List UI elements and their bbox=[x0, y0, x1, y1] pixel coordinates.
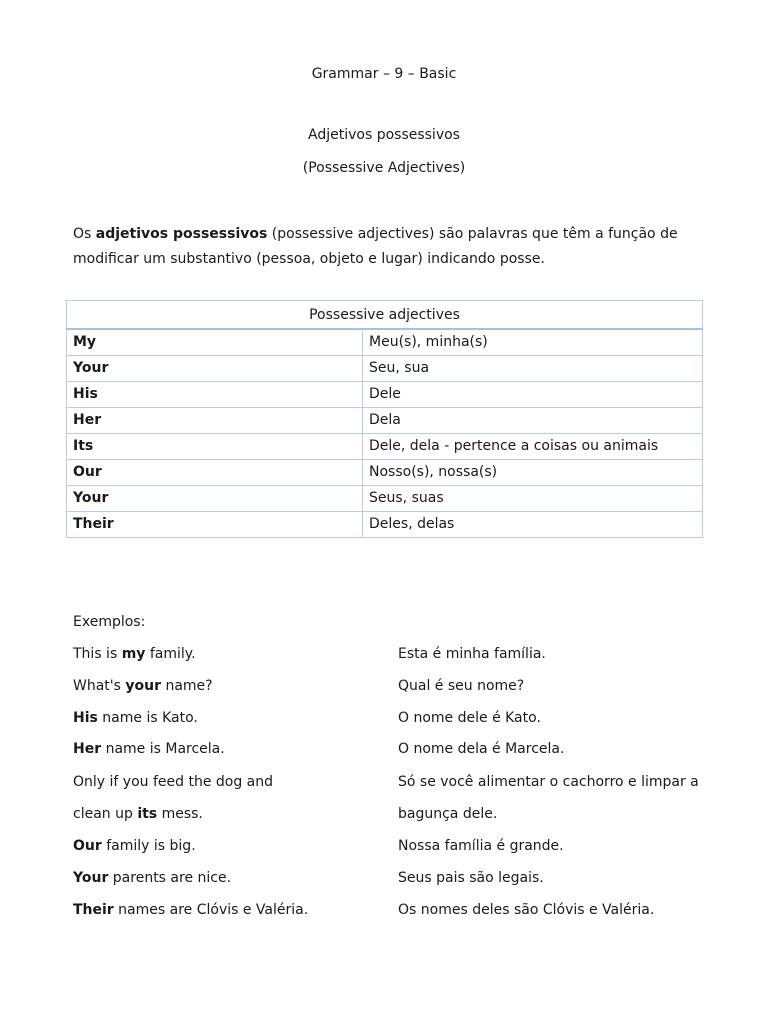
example-english bbox=[73, 646, 196, 662]
portuguese-translation: Meu(s), minha(s) bbox=[363, 329, 703, 355]
intro-paragraph bbox=[73, 222, 703, 272]
english-adjective: His bbox=[67, 381, 363, 407]
example-english bbox=[73, 741, 225, 757]
portuguese-translation: Dele bbox=[363, 381, 703, 407]
table-row bbox=[67, 459, 703, 485]
intro-prefix: Os bbox=[73, 226, 96, 242]
example-possessive-word: His bbox=[73, 710, 98, 726]
example-possessive-word: my bbox=[121, 646, 146, 662]
portuguese-translation: Nosso(s), nossa(s) bbox=[363, 459, 703, 485]
example-english bbox=[73, 806, 203, 822]
english-adjective: Her bbox=[67, 407, 363, 433]
example-english bbox=[73, 902, 308, 918]
example-english-text: family is big. bbox=[101, 838, 196, 854]
example-line bbox=[0, 741, 768, 769]
english-adjective: My bbox=[67, 329, 363, 355]
example-english bbox=[73, 838, 196, 854]
english-adjective: Its bbox=[67, 433, 363, 459]
example-line bbox=[0, 838, 768, 866]
table-row bbox=[67, 511, 703, 537]
example-english-text: name? bbox=[161, 678, 213, 694]
example-english-text: This is bbox=[73, 646, 122, 662]
english-adjective: Our bbox=[67, 459, 363, 485]
example-line bbox=[0, 678, 768, 706]
table-row bbox=[67, 329, 703, 355]
example-english-text: What's bbox=[73, 678, 126, 694]
english-adjective: Your bbox=[67, 485, 363, 511]
table-row bbox=[67, 485, 703, 511]
example-english-text: family. bbox=[145, 646, 196, 662]
example-line bbox=[0, 710, 768, 738]
table-header: Possessive adjectives bbox=[67, 301, 703, 330]
example-line bbox=[0, 806, 768, 834]
example-portuguese: Seus pais são legais. bbox=[398, 870, 544, 886]
example-english-text: clean up bbox=[73, 806, 138, 822]
example-portuguese: O nome dela é Marcela. bbox=[398, 741, 565, 757]
example-portuguese: Esta é minha família. bbox=[398, 646, 546, 662]
document-title: Grammar – 9 – Basic bbox=[311, 66, 457, 82]
section-subheading: (Possessive Adjectives) bbox=[302, 160, 466, 176]
example-portuguese: Nossa família é grande. bbox=[398, 838, 564, 854]
portuguese-translation: Dele, dela - pertence a coisas ou animais bbox=[363, 433, 703, 459]
example-english-text: mess. bbox=[157, 806, 203, 822]
example-english-text: name is Kato. bbox=[97, 710, 198, 726]
example-possessive-word: Your bbox=[73, 870, 109, 886]
portuguese-translation: Seus, suas bbox=[363, 485, 703, 511]
example-portuguese: Só se você alimentar o cachorro e limpar a bbox=[398, 774, 699, 790]
example-line bbox=[0, 902, 768, 930]
example-english bbox=[73, 678, 213, 694]
example-english bbox=[73, 774, 273, 790]
intro-line1-rest: (possessive adjectives) são palavras que têm a função de bbox=[267, 226, 678, 242]
table-row bbox=[67, 355, 703, 381]
example-portuguese: bagunça dele. bbox=[398, 806, 498, 822]
examples-label: Exemplos: bbox=[73, 614, 146, 630]
example-portuguese: Os nomes deles são Clóvis e Valéria. bbox=[398, 902, 655, 918]
example-english-text: names are Clóvis e Valéria. bbox=[113, 902, 309, 918]
section-heading: Adjetivos possessivos bbox=[308, 127, 460, 143]
table-row bbox=[67, 407, 703, 433]
example-english bbox=[73, 870, 231, 886]
example-possessive-word: Our bbox=[73, 838, 102, 854]
portuguese-translation: Deles, delas bbox=[363, 511, 703, 537]
example-line bbox=[0, 870, 768, 898]
table-row bbox=[67, 433, 703, 459]
example-portuguese: O nome dele é Kato. bbox=[398, 710, 541, 726]
intro-line2: modificar um substantivo (pessoa, objeto e lugar) indicando posse. bbox=[73, 251, 545, 267]
english-adjective: Your bbox=[67, 355, 363, 381]
example-possessive-word: Her bbox=[73, 741, 102, 757]
example-portuguese: Qual é seu nome? bbox=[398, 678, 525, 694]
portuguese-translation: Seu, sua bbox=[363, 355, 703, 381]
example-possessive-word: its bbox=[137, 806, 158, 822]
example-line bbox=[0, 646, 768, 674]
example-possessive-word: your bbox=[125, 678, 162, 694]
example-english-text: parents are nice. bbox=[108, 870, 232, 886]
example-line bbox=[0, 774, 768, 802]
english-adjective: Their bbox=[67, 511, 363, 537]
table-row bbox=[67, 381, 703, 407]
possessive-adjectives-table bbox=[66, 300, 703, 538]
example-english-text: Only if you feed the dog and bbox=[73, 774, 274, 790]
example-possessive-word: Their bbox=[73, 902, 114, 918]
example-english bbox=[73, 710, 198, 726]
portuguese-translation: Dela bbox=[363, 407, 703, 433]
intro-bold-term: adjetivos possessivos bbox=[95, 226, 268, 242]
example-english-text: name is Marcela. bbox=[101, 741, 225, 757]
